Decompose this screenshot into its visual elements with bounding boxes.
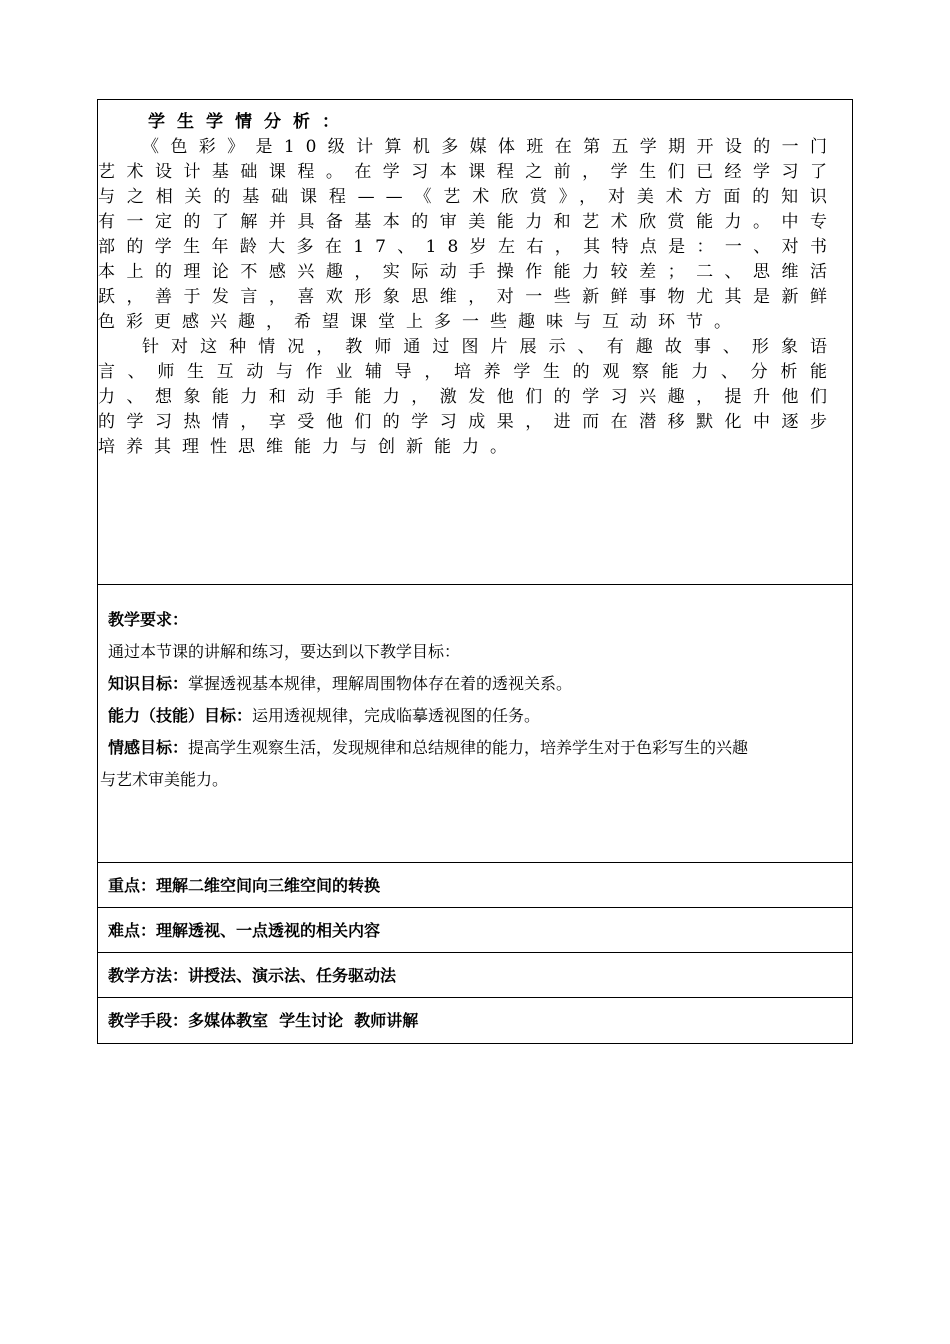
teaching-means-text: 教学手段：多媒体教室 学生讨论 教师讲解 [108, 1011, 419, 1030]
teaching-requirements-text [98, 604, 854, 796]
teaching-methods-cell [98, 953, 852, 998]
emotion-objective-text: 提高学生观察生活，发现规律和总结规律的能力，培养学生对于色彩写生的兴趣 [188, 738, 749, 757]
emotion-objective-continuation: 与艺术审美能力。 [100, 770, 229, 789]
teaching-means-cell [98, 998, 852, 1043]
requirements-heading: 教学要求： [108, 610, 189, 629]
ability-objective [98, 700, 854, 732]
student-analysis-paragraph-2: 针对这种情况，教师通过图片展示、有趣故事、形象语言、师生互动与作业辅导，培养学生的观察能力、分析能力、想象能力和动手能力，激发他们的学习兴趣，提升他们的学习热情，享受他们的学习成果，进而在潜移默化中逐步培养其理性思维能力与创新能力。 [98, 337, 838, 457]
knowledge-objective-text: 掌握透视基本规律，理解周围物体存在着的透视关系。 [188, 674, 573, 693]
student-analysis-text [98, 110, 838, 460]
knowledge-objective-label: 知识目标： [108, 674, 189, 693]
knowledge-objective [98, 668, 854, 700]
ability-objective-text: 运用透视规律，完成临摹透视图的任务。 [252, 706, 541, 725]
student-analysis-heading: 学生学情分析： [148, 112, 351, 132]
key-point-text: 重点：理解二维空间向三维空间的转换 [108, 876, 381, 895]
difficulty-cell [98, 908, 852, 953]
teaching-methods-text: 教学方法：讲授法、演示法、任务驱动法 [108, 966, 397, 985]
difficulty-text: 难点：理解透视、一点透视的相关内容 [108, 921, 381, 940]
ability-objective-label: 能力（技能）目标： [108, 706, 253, 725]
key-point-cell [98, 863, 852, 908]
lesson-plan-table [97, 99, 853, 1044]
student-analysis-cell [98, 100, 852, 585]
student-analysis-paragraph-1: 《色彩》是10级计算机多媒体班在第五学期开设的一门艺术设计基础课程。在学习本课程之前，学生们已经学习了与之相关的基础课程——《艺术欣赏》，对美术方面的知识有一定的了解并具备基本的审美能力和艺术欣赏能力。中专部的学生年龄大多在17、18岁左右，其特点是：一、对书本上的理论不感兴趣，实际动手操作能力较差；二、思维活跃，善于发言，喜欢形象思维，对一些新鲜事物尤其是新鲜色彩更感兴趣，希望课堂上多一些趣味与互动环节。 [98, 137, 838, 332]
teaching-requirements-cell [98, 585, 852, 863]
emotion-objective-label: 情感目标： [108, 738, 189, 757]
emotion-objective [98, 732, 854, 764]
requirements-intro: 通过本节课的讲解和练习，要达到以下教学目标： [108, 642, 461, 661]
